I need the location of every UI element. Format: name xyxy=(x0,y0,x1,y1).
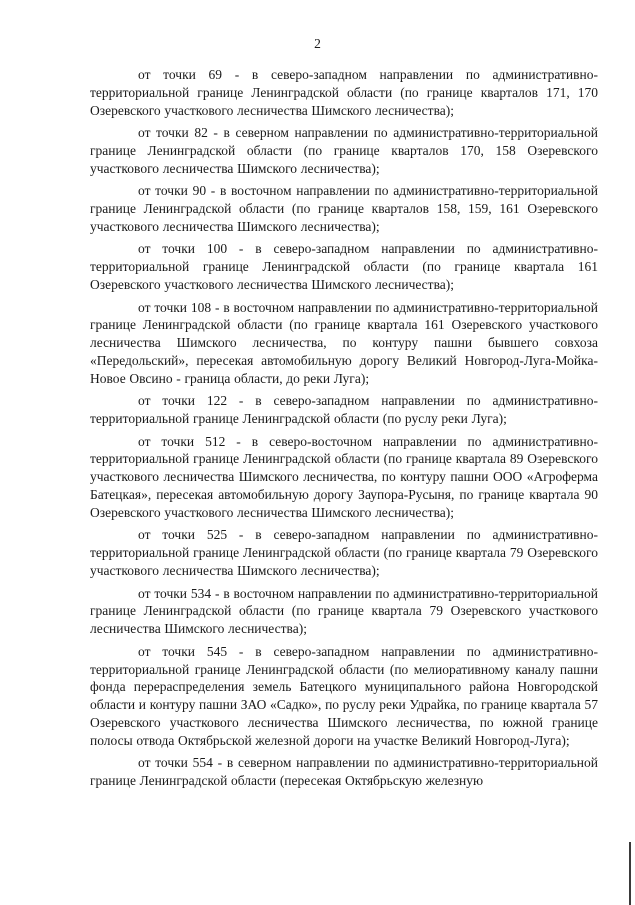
document-body xyxy=(90,66,598,795)
paragraph-point-90: от точки 90 - в восточном направлении по административно-территориальной границе Ленинградской области (по границе кварталов 158, 159, 161 Озеревского участкового лесничества Шимского лесничества); xyxy=(90,183,598,234)
paragraph-point-122: от точки 122 - в северо-западном направлении по административно-территориальной границе Ленинградской области (по руслу реки Луга); xyxy=(90,393,598,427)
paragraph-point-534: от точки 534 - в восточном направлении по административно-территориальной границе Ленинградской области (по границе квартала 79 Озеревского участкового лесничества Шимского лесничества); xyxy=(90,585,598,637)
paragraph-point-100: от точки 100 - в северо-западном направлении по административно-территориальной границе Ленинградской области (по границе квартала 161 Озеревского участкового лесничества Шимского лесничества); xyxy=(90,241,598,293)
paragraph-point-525: от точки 525 - в северо-западном направлении по административно-территориальной границе Ленинградской области (по границе квартала 79 Озеревского участкового лесничества Шимского лесничества); xyxy=(90,527,598,579)
paragraph-point-69: от точки 69 - в северо-западном направлении по административно-территориальной границе Ленинградской области (по границе кварталов 171, 170 Озеревского участкового лесничества Шимского лесничества); xyxy=(90,67,598,118)
paragraph-point-82: от точки 82 - в северном направлении по административно-территориальной границе Ленинградской области (по границе кварталов 170, 158 Озеревского участкового лесничества Шимского лесничества); xyxy=(90,125,598,176)
scan-edge-line xyxy=(629,842,631,905)
page-number: 2 xyxy=(314,36,321,51)
paragraph-point-545: от точки 545 - в северо-западном направлении по административно-территориальной границе Ленинградской области (по мелиоративному каналу пашни фонда перераспределения земель Батецкого муниципального района Новгородской области и контуру пашни ЗАО «Садко», по руслу реки Удрайка, по границе квартала 57 Озеревского участкового лесничества Шимского лесничества, по южной границе полосы отвода Октябрьской железной дороги на участке Великий Новгород-Луга); xyxy=(90,643,598,748)
paragraph-point-554: от точки 554 - в северном направлении по административно-территориальной границе Ленинградской области (пересекая Октябрьскую железную xyxy=(90,755,598,789)
paragraph-point-512: от точки 512 - в северо-восточном направлении по административно-территориальной границе Ленинградской области (по границе квартала 89 Озеревского участкового лесничества Шимского лесничества, по контуру пашни ООО «Агроферма Батецкая», пересекая автомобильную дорогу Заупора-Русыня, по границе квартала 90 Озеревского участкового лесничества Шимского лесничества); xyxy=(90,433,598,520)
paragraph-point-108: от точки 108 - в восточном направлении по административно-территориальной границе Ленинградской области (по границе квартала 161 Озеревского участкового лесничества Шимского лесничества, по контуру пашни бывшего совхоза «Передольский», пересекая автомобильную дорогу Великий Новгород-Луга-Мойка-Новое Овсино - граница области, до реки Луга); xyxy=(90,299,598,386)
